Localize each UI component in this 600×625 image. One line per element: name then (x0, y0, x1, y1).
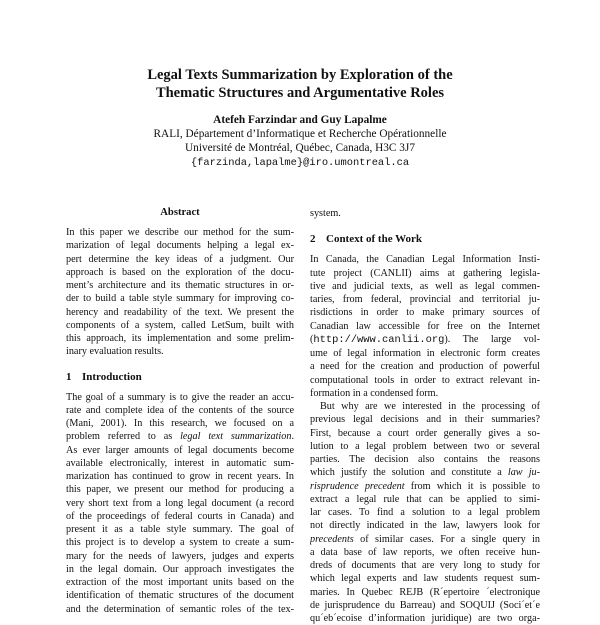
body-line: qu´eb´ecoise d’information juridique) are two orga- (310, 613, 540, 624)
body-line: extract a legal rule that can be applied to simi- (310, 493, 540, 505)
body-line: Canadian law accessible for free on the Internet (310, 320, 540, 332)
body-line: tive and judicial texts, as well as legal commen- (310, 280, 540, 292)
title-line-1: Legal Texts Summarization by Exploration of the (147, 67, 453, 83)
body-line: lar cases. To find a solution to a legal problem (310, 507, 540, 518)
body-line: this project is to develop a system to create a sum- (66, 537, 294, 549)
author-email: {farzinda,lapalme}@iro.umontreal.ca (190, 156, 410, 169)
section-2-heading (310, 232, 540, 246)
body-line: and the determination of semantic roles of the tex- (66, 603, 294, 615)
abstract-line: herency and readability of the text. We present the (66, 306, 294, 318)
author-names: Atefeh Farzindar and Guy Lapalme (213, 114, 387, 126)
body-line: The goal of a summary is to give the reader an accu- (66, 391, 294, 403)
body-line (310, 480, 540, 493)
body-line: As ever larger amounts of legal documents become (66, 444, 294, 456)
abstract-line: this approach, its implementation and some prelim- (66, 333, 294, 344)
body-line: which legal experts and law students request sum- (310, 573, 540, 585)
section-title: Context of the Work (326, 233, 423, 246)
body-line: parties. The decision also contains the reasons (310, 454, 540, 465)
body-line: de jurisprudence du Barreau) and SOQUIJ (Soci´et´e (310, 599, 540, 611)
body-line: available electronically, interest in automatic sum- (66, 457, 294, 469)
body-text: . (291, 431, 294, 443)
abstract-body (66, 226, 294, 359)
body-line: taries, from federal, provincial and territorial ju- (310, 294, 540, 305)
section-1-body (66, 391, 294, 616)
body-line: dreds of documents that are very long to study for (310, 560, 540, 571)
body-line: a need for the creation and production of powerful (310, 361, 540, 373)
section-2-paragraph-1 (310, 253, 540, 400)
body-line: extraction of the most important units based on the (66, 577, 294, 588)
body-line: a data base of law reports, we often receive hun- (310, 546, 540, 558)
body-line: tute project (CANLII) aims at gathering legisla- (310, 267, 540, 279)
section-2-paragraph-2 (310, 400, 540, 625)
left-column (66, 206, 294, 616)
body-text: from which it is possible to (404, 480, 540, 492)
italic-term: precedents (310, 533, 354, 545)
body-line: lution to a legal problem between two or several (310, 440, 540, 452)
body-line: maries. In Quebec REJB (R´epertoire ´electronique (310, 586, 540, 598)
abstract-line: der to build a table style summary for improving co- (66, 293, 294, 305)
section-title: Introduction (82, 370, 142, 383)
body-line (310, 533, 540, 546)
paper-title (60, 66, 540, 102)
body-line: ume of legal information in electronic form creates (310, 348, 540, 359)
abstract-line: inary evaluation results. (66, 346, 164, 358)
author-block (60, 113, 540, 170)
body-line: First, because a court order generally gives a so- (310, 427, 540, 439)
section-number: 2 (310, 233, 316, 246)
abstract-line: pert determine the key ideas of a judgment. Our (66, 253, 294, 265)
abstract-line: ment’s architecture and its thematic structures in or- (66, 280, 294, 291)
right-column (310, 207, 540, 625)
section-1-heading (66, 370, 294, 384)
body-line: (Mani, 2001). In this research, we focused on a (66, 418, 294, 429)
body-line: mary for the needs of lawyers, judges and experts (66, 550, 294, 562)
body-text: ). The large vol- (444, 333, 540, 345)
canlii-url: http://www.canlii.org (313, 333, 445, 346)
body-line: In Canada, the Canadian Legal Information Insti- (310, 254, 540, 266)
body-text: problem referred to as (66, 431, 173, 443)
italic-term: law ju- (507, 467, 540, 479)
body-line: this paper, we present our method for producing a (66, 484, 294, 496)
body-line: of the proceedings of federal courts in Canada) and (66, 510, 294, 522)
body-line: But why are we interested in the processing of (320, 401, 540, 412)
continuation-line: system. (310, 208, 341, 219)
body-line: in the legal domain. Our approach investigates the (66, 563, 294, 575)
body-line: previous legal decisions and in their summaries? (310, 414, 540, 426)
italic-term: risprudence precedent (310, 480, 405, 492)
body-line: identification of thematic structures of the document (66, 590, 294, 602)
body-line: not directly indicated in the law, lawyers look for (310, 520, 540, 532)
body-line (310, 466, 540, 479)
body-line: present it as a table style summary. The goal of (66, 524, 294, 535)
body-line (66, 430, 294, 443)
title-line-2: Thematic Structures and Argumentative Roles (155, 85, 445, 101)
body-text: of similar cases. For a single query in (353, 533, 540, 545)
section-number: 1 (66, 370, 72, 383)
body-line (310, 333, 540, 347)
abstract-line: components of a system, called LetSum, built with (66, 319, 294, 331)
abstract-heading: Abstract (160, 207, 200, 218)
author-affiliation: RALI, Département d’Informatique et Recherche Opérationnelle (153, 128, 447, 141)
body-text: which justify the solution and constitute a (310, 467, 502, 479)
body-text: ( (310, 333, 314, 345)
body-line: risdictions in order to make primary sources of (310, 307, 540, 319)
abstract-line: approach is based on the exploration of the docu- (66, 266, 294, 278)
body-line: rate and complete idea of the contents of the source (66, 404, 294, 416)
body-line: marization has continued to grow in recent years. In (66, 471, 294, 482)
body-line: very short text from a long legal document (a record (66, 497, 294, 509)
abstract-line: marization of legal documents helping a legal ex- (66, 240, 294, 252)
italic-term: legal text summarization (180, 431, 292, 443)
abstract-line: In this paper we describe our method for the sum- (66, 227, 294, 238)
body-line: formation in a condensed form. (310, 387, 439, 399)
body-line: computational tools in order to extract relevant in- (310, 374, 540, 386)
author-university: Université de Montréal, Québec, Canada, H3C 3J7 (185, 142, 415, 155)
